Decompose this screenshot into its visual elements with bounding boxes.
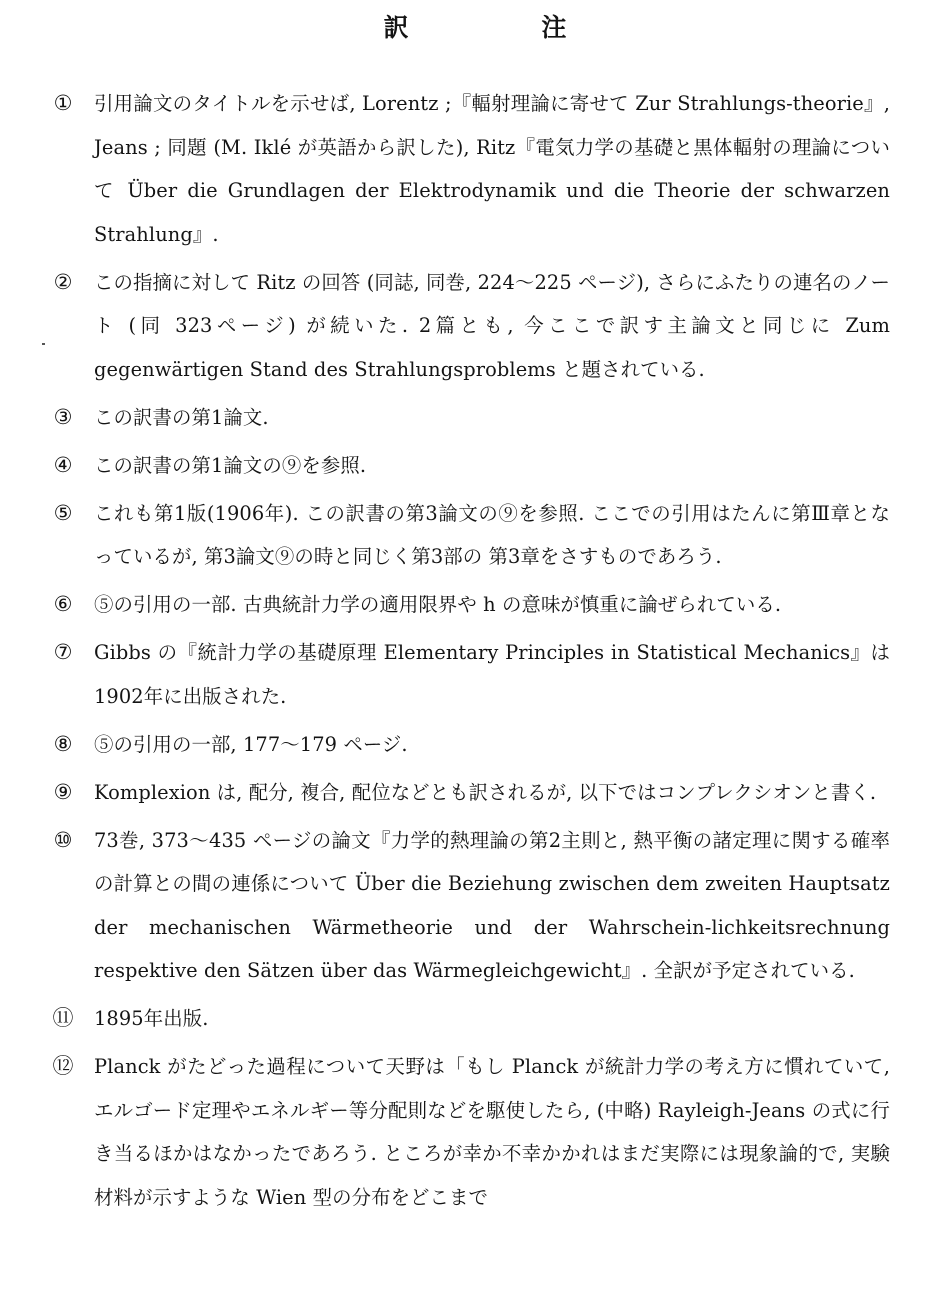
note-text: この訳書の第1論文の⑨を参照. bbox=[94, 453, 367, 477]
scan-speck bbox=[42, 343, 45, 345]
note-item bbox=[0, 82, 950, 256]
note-item bbox=[0, 1045, 950, 1219]
note-number: ⑧ bbox=[53, 731, 73, 756]
note-text: ⑤の引用の一部, 177〜179 ページ. bbox=[94, 732, 408, 756]
note-number: ⑩ bbox=[53, 827, 73, 852]
note-item bbox=[0, 583, 950, 627]
note-number: ② bbox=[53, 269, 73, 294]
note-text: ⑤の引用の一部. 古典統計力学の適用限界や h の意味が慎重に論ぜられている. bbox=[94, 593, 782, 616]
note-number: ① bbox=[53, 91, 73, 115]
note-number: ④ bbox=[53, 452, 73, 477]
note-text: 引用論文のタイトルを示せば, Lorentz ;『輻射理論に寄せて Zur Strahlungs-theorie』, Jeans ; 同題 (M. Iklé が英語から訳した), Ritz『電気力学の基礎と黒体輻射の理論について Über die Grundlagen der Elektrodynamik und die Theorie der schwarzen Strahlung』. bbox=[94, 92, 890, 246]
note-number: ⑨ bbox=[53, 779, 73, 804]
note-item bbox=[0, 261, 950, 392]
note-number: ⑤ bbox=[53, 500, 73, 525]
note-text: Komplexion は, 配分, 複合, 配位などとも訳されるが, 以下ではコンプレクシオンと書く. bbox=[94, 780, 877, 804]
note-text: 73巻, 373〜435 ページの論文『力学的熱理論の第2主則と, 熱平衡の諸定理に関する確率の計算との間の連係について Über die Beziehung zwischen dem zweiten Hauptsatz der mechanischen Wärmetheorie und der Wahrschein-lichkeitsrechnung respektive den Sätzen über das Wärmegleichgewicht』. 全訳が予定されている. bbox=[94, 828, 890, 982]
note-item bbox=[0, 819, 950, 993]
note-item bbox=[0, 631, 950, 718]
note-number: ③ bbox=[53, 404, 73, 429]
note-item bbox=[0, 997, 950, 1041]
note-item bbox=[0, 396, 950, 440]
note-text: この訳書の第1論文. bbox=[94, 405, 269, 429]
page-title: 訳 注 bbox=[383, 13, 629, 42]
note-item bbox=[0, 492, 950, 579]
note-text: Gibbs の『統計力学の基礎原理 Elementary Principles in Statistical Mechanics』は1902年に出版された. bbox=[94, 641, 890, 708]
note-number: ⑪ bbox=[52, 1006, 74, 1030]
translator-notes-list bbox=[0, 82, 950, 1224]
note-number: ⑥ bbox=[53, 592, 73, 616]
note-number: ⑫ bbox=[52, 1054, 74, 1078]
note-text: 1895年出版. bbox=[94, 1007, 209, 1030]
note-text: Planck がたどった過程について天野は「もし Planck が統計力学の考え方に慣れていて, エルゴード定理やエネルギー等分配則などを駆使したら, (中略) Rayleigh-Jeans の式に行き当るほかはなかったであろう. ところが幸か不幸かかれはまだ実際には現象論的で, 実験材料が示すような Wien 型の分布をどこまで bbox=[94, 1055, 890, 1209]
note-item bbox=[0, 444, 950, 488]
note-item bbox=[0, 723, 950, 767]
note-text: この指摘に対して Ritz の回答 (同誌, 同巻, 224〜225 ページ), さらにふたりの連名のノート (同 323ページ) が続いた. 2篇とも, 今ここで訳す主論文と同じに Zum gegenwärtigen Stand des Strahlungsproblems と題されている. bbox=[94, 270, 890, 381]
note-number: ⑦ bbox=[53, 640, 73, 664]
note-item bbox=[0, 771, 950, 815]
note-text: これも第1版(1906年). この訳書の第3論文の⑨を参照. ここでの引用はたんに第Ⅲ章となっているが, 第3論文⑨の時と同じく第3部の 第3章をさすものであろう. bbox=[94, 501, 890, 568]
